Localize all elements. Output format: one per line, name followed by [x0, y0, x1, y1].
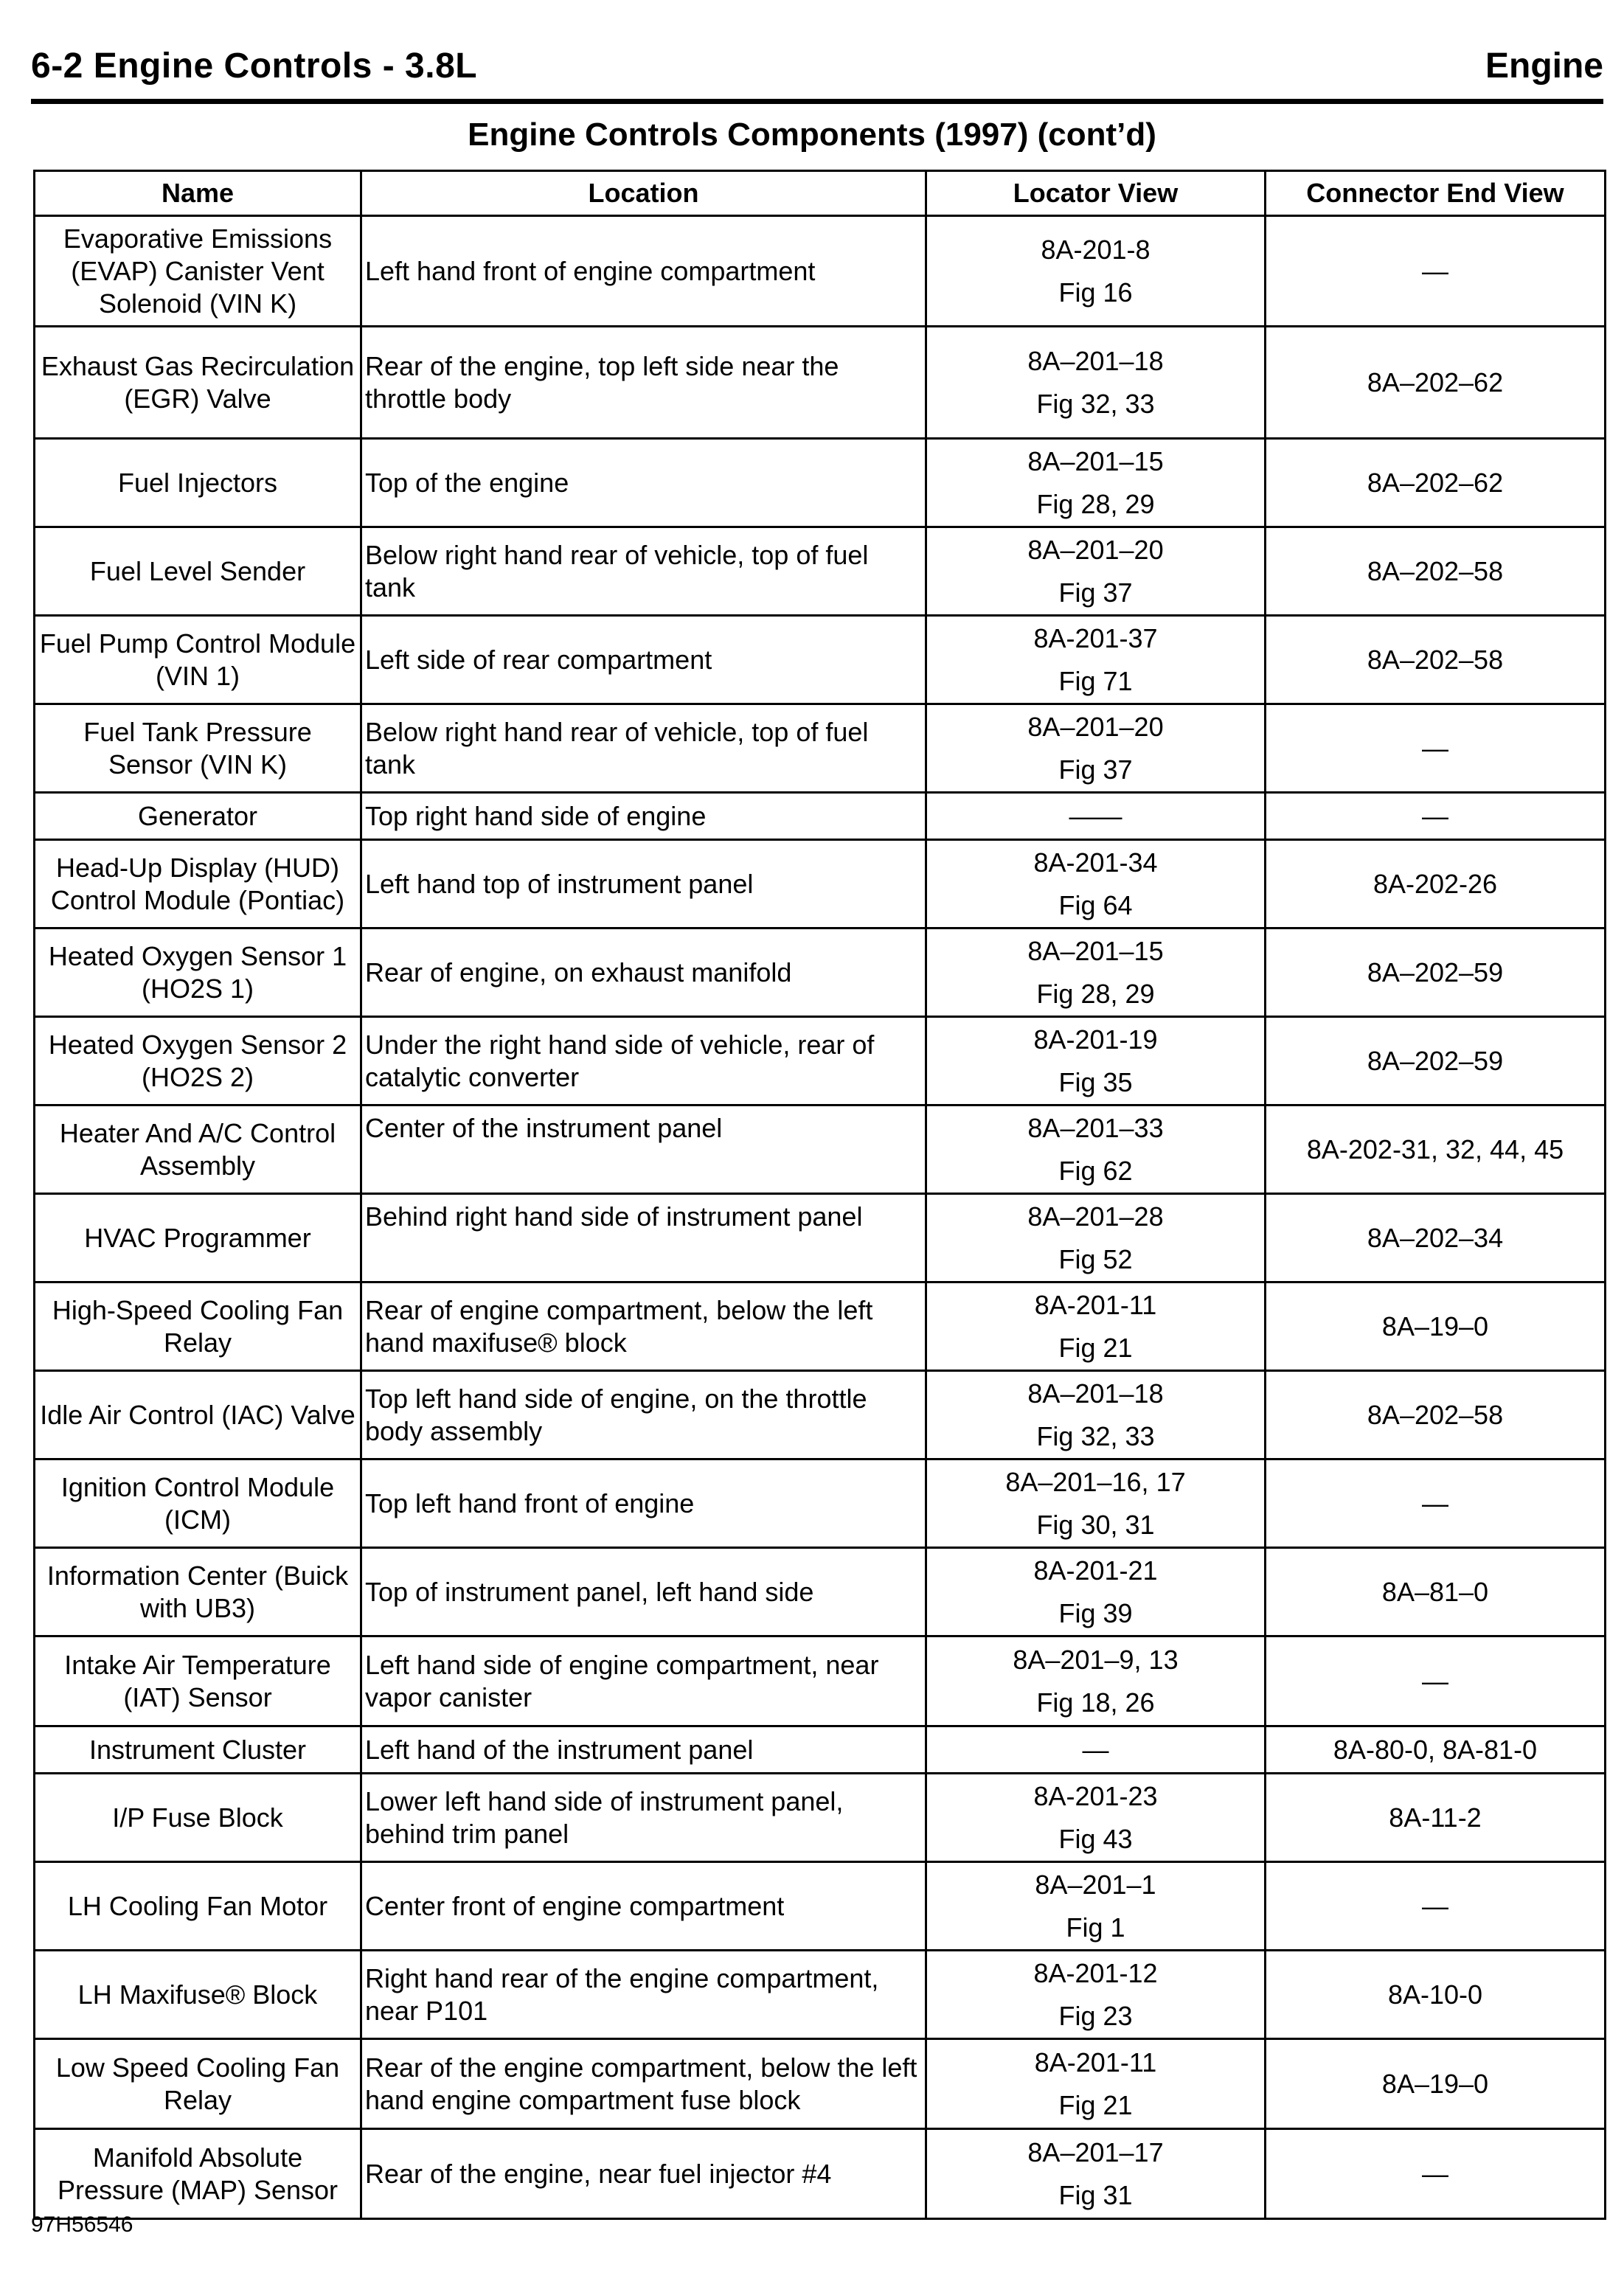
table-row — [35, 1951, 1606, 2039]
table-row — [35, 1636, 1606, 1726]
locator-view — [926, 1105, 1266, 1194]
locator-view-figure: Fig 39 — [1058, 1597, 1133, 1628]
component-name: Intake Air Temperature (IAT) Sensor — [35, 1636, 361, 1726]
table-row — [35, 1774, 1606, 1862]
component-name: Generator — [35, 793, 361, 840]
component-location: Right hand rear of the engine compartment, near P101 — [361, 1951, 926, 2039]
component-location: Below right hand rear of vehicle, top of fuel tank — [361, 527, 926, 616]
component-name: Idle Air Control (IAC) Valve — [35, 1371, 361, 1459]
component-location: Under the right hand side of vehicle, rear of catalytic converter — [361, 1017, 926, 1105]
locator-view-figure: Fig 32, 33 — [1036, 1420, 1155, 1451]
connector-end-view: 8A-202-31, 32, 44, 45 — [1266, 1105, 1606, 1194]
table-header-row — [35, 171, 1606, 216]
connector-end-view: — — [1266, 793, 1606, 840]
connector-end-view: — — [1266, 1636, 1606, 1726]
component-name: Ignition Control Module (ICM) — [35, 1459, 361, 1548]
component-name: Instrument Cluster — [35, 1726, 361, 1774]
component-name: Heater And A/C Control Assembly — [35, 1105, 361, 1194]
locator-view-figure: Fig 28, 29 — [1036, 978, 1155, 1009]
locator-view — [926, 327, 1266, 439]
table-row — [35, 1105, 1606, 1194]
table-row — [35, 1459, 1606, 1548]
locator-view-page: 8A–201–17 — [1027, 2137, 1164, 2167]
connector-end-view: — — [1266, 1459, 1606, 1548]
connector-end-view: 8A–202–58 — [1266, 1371, 1606, 1459]
section-title: 6-2 Engine Controls - 3.8L — [31, 46, 478, 86]
table-row — [35, 1862, 1606, 1951]
locator-view — [926, 1459, 1266, 1548]
section-category: Engine — [1485, 46, 1603, 86]
locator-view-page: 8A–201–33 — [1027, 1112, 1164, 1143]
table-row — [35, 1548, 1606, 1636]
locator-view — [926, 216, 1266, 327]
component-location: Center front of engine compartment — [361, 1862, 926, 1951]
table-row — [35, 704, 1606, 793]
table-row — [35, 1282, 1606, 1371]
locator-view-page: 8A-201-34 — [1033, 847, 1158, 878]
component-name: Manifold Absolute Pressure (MAP) Sensor — [35, 2129, 361, 2219]
figure-id: 97H56546 — [31, 2212, 133, 2237]
locator-view-figure: Fig 21 — [1058, 2089, 1133, 2120]
locator-view-page: 8A–201–15 — [1027, 445, 1164, 476]
component-location: Lower left hand side of instrument panel, behind trim panel — [361, 1774, 926, 1862]
locator-view-figure: Fig 32, 33 — [1036, 388, 1155, 419]
locator-view — [926, 1636, 1266, 1726]
component-name: High-Speed Cooling Fan Relay — [35, 1282, 361, 1371]
connector-end-view: 8A–202–34 — [1266, 1194, 1606, 1282]
column-header-locator-view: Locator View — [926, 171, 1266, 216]
component-location: Top left hand front of engine — [361, 1459, 926, 1548]
component-location: Top of instrument panel, left hand side — [361, 1548, 926, 1636]
component-location: Left side of rear compartment — [361, 616, 926, 704]
locator-view-figure: Fig 64 — [1058, 889, 1133, 920]
locator-view — [926, 1017, 1266, 1105]
locator-view-page: 8A–201–28 — [1027, 1201, 1164, 1232]
table-row — [35, 439, 1606, 527]
locator-view-page: 8A–201–20 — [1027, 534, 1164, 565]
connector-end-view: 8A–81–0 — [1266, 1548, 1606, 1636]
locator-view — [926, 616, 1266, 704]
component-location: Left hand of the instrument panel — [361, 1726, 926, 1774]
locator-view-page: 8A–201–18 — [1027, 345, 1164, 376]
locator-view — [926, 439, 1266, 527]
locator-view-page: 8A–201–18 — [1027, 1378, 1164, 1409]
locator-view-figure: Fig 1 — [1066, 1912, 1125, 1943]
table-row — [35, 616, 1606, 704]
column-header-location: Location — [361, 171, 926, 216]
component-location: Top right hand side of engine — [361, 793, 926, 840]
locator-view-figure: Fig 71 — [1058, 665, 1133, 696]
component-location: Center of the instrument panel — [361, 1105, 926, 1194]
locator-view-page: 8A–201–20 — [1027, 711, 1164, 742]
component-location: Rear of the engine, top left side near the throttle body — [361, 327, 926, 439]
connector-end-view: 8A–202–59 — [1266, 928, 1606, 1017]
table-title: Engine Controls Components (1997) (cont’d) — [468, 117, 1156, 153]
connector-end-view: 8A–19–0 — [1266, 1282, 1606, 1371]
component-location: Rear of the engine compartment, below the left hand engine compartment fuse block — [361, 2039, 926, 2129]
locator-view-page: 8A-201-11 — [1034, 1289, 1157, 1320]
connector-end-view: 8A-10-0 — [1266, 1951, 1606, 2039]
table-row — [35, 327, 1606, 439]
connector-end-view: 8A–202–58 — [1266, 527, 1606, 616]
component-name: LH Cooling Fan Motor — [35, 1862, 361, 1951]
component-name: I/P Fuse Block — [35, 1774, 361, 1862]
table-row — [35, 928, 1606, 1017]
locator-view-page: 8A–201–1 — [1035, 1869, 1156, 1900]
components-table — [33, 170, 1606, 2220]
locator-view — [926, 1371, 1266, 1459]
locator-view — [926, 1194, 1266, 1282]
component-name: Evaporative Emissions (EVAP) Canister Vent Solenoid (VIN K) — [35, 216, 361, 327]
connector-end-view: 8A–202–58 — [1266, 616, 1606, 704]
component-location: Left hand side of engine compartment, near vapor canister — [361, 1636, 926, 1726]
locator-view-figure: Fig 30, 31 — [1036, 1509, 1155, 1540]
table-row — [35, 793, 1606, 840]
locator-view-figure: Fig 21 — [1058, 1332, 1133, 1363]
locator-view — [926, 928, 1266, 1017]
component-name: Fuel Level Sender — [35, 527, 361, 616]
component-location: Left hand front of engine compartment — [361, 216, 926, 327]
locator-view-page: 8A-201-11 — [1034, 2047, 1157, 2078]
locator-view — [926, 1548, 1266, 1636]
table-body — [35, 216, 1606, 2219]
component-name: Heated Oxygen Sensor 2 (HO2S 2) — [35, 1017, 361, 1105]
component-location: Behind right hand side of instrument panel — [361, 1194, 926, 1282]
connector-end-view: 8A-80-0, 8A-81-0 — [1266, 1726, 1606, 1774]
locator-view-figure: Fig 52 — [1058, 1243, 1133, 1274]
table-row — [35, 1194, 1606, 1282]
component-location: Rear of the engine, near fuel injector #4 — [361, 2129, 926, 2219]
locator-view — [926, 840, 1266, 928]
table-row — [35, 527, 1606, 616]
table-row — [35, 2039, 1606, 2129]
connector-end-view: — — [1266, 704, 1606, 793]
locator-view-page: 8A–201–15 — [1027, 935, 1164, 966]
locator-view — [926, 1774, 1266, 1862]
locator-view-page: — — [1082, 1734, 1109, 1765]
locator-view-figure: Fig 35 — [1058, 1066, 1133, 1097]
locator-view — [926, 2039, 1266, 2129]
connector-end-view: — — [1266, 216, 1606, 327]
column-header-name: Name — [35, 171, 361, 216]
locator-view-figure: Fig 16 — [1058, 277, 1133, 308]
locator-view-figure: Fig 37 — [1058, 577, 1133, 608]
component-name: Fuel Pump Control Module (VIN 1) — [35, 616, 361, 704]
table-row — [35, 1017, 1606, 1105]
component-name: Fuel Injectors — [35, 439, 361, 527]
connector-end-view: 8A–202–59 — [1266, 1017, 1606, 1105]
locator-view-page: 8A–201–16, 17 — [1005, 1466, 1186, 1497]
locator-view-figure: Fig 18, 26 — [1036, 1687, 1155, 1718]
table-row — [35, 1371, 1606, 1459]
component-location: Left hand top of instrument panel — [361, 840, 926, 928]
component-name: Head-Up Display (HUD) Control Module (Pontiac) — [35, 840, 361, 928]
locator-view — [926, 1726, 1266, 1774]
table-row — [35, 216, 1606, 327]
component-location: Top left hand side of engine, on the throttle body assembly — [361, 1371, 926, 1459]
component-location: Top of the engine — [361, 439, 926, 527]
component-location: Rear of engine compartment, below the left hand maxifuse® block — [361, 1282, 926, 1371]
connector-end-view: 8A-11-2 — [1266, 1774, 1606, 1862]
locator-view — [926, 1951, 1266, 2039]
locator-view-figure: Fig 62 — [1058, 1155, 1133, 1186]
column-header-connector-end-view: Connector End View — [1266, 171, 1606, 216]
locator-view-page: 8A–201–9, 13 — [1013, 1644, 1179, 1675]
component-name: HVAC Programmer — [35, 1194, 361, 1282]
locator-view-page: 8A-201-19 — [1033, 1024, 1158, 1055]
locator-view-page: 8A-201-23 — [1033, 1780, 1158, 1811]
table-row — [35, 2129, 1606, 2219]
locator-view-page: 8A-201-21 — [1033, 1555, 1158, 1586]
locator-view-page: 8A-201-12 — [1033, 1957, 1158, 1988]
locator-view — [926, 1862, 1266, 1951]
locator-view — [926, 527, 1266, 616]
connector-end-view: 8A–202–62 — [1266, 327, 1606, 439]
component-name: Low Speed Cooling Fan Relay — [35, 2039, 361, 2129]
component-name: Exhaust Gas Recirculation (EGR) Valve — [35, 327, 361, 439]
locator-view-page: 8A-201-8 — [1041, 234, 1151, 265]
locator-view-figure: Fig 28, 29 — [1036, 488, 1155, 519]
component-name: Fuel Tank Pressure Sensor (VIN K) — [35, 704, 361, 793]
component-name: Heated Oxygen Sensor 1 (HO2S 1) — [35, 928, 361, 1017]
connector-end-view: — — [1266, 1862, 1606, 1951]
locator-view-figure: Fig 31 — [1058, 2179, 1133, 2210]
locator-view — [926, 704, 1266, 793]
page-header — [31, 46, 1603, 104]
locator-view-page: 8A-201-37 — [1033, 622, 1158, 653]
table-row — [35, 1726, 1606, 1774]
locator-view — [926, 793, 1266, 840]
locator-view-figure: Fig 43 — [1058, 1823, 1133, 1854]
locator-view — [926, 1282, 1266, 1371]
locator-view — [926, 2129, 1266, 2219]
locator-view-figure: Fig 23 — [1058, 2000, 1133, 2031]
locator-view-figure: Fig 37 — [1058, 754, 1133, 785]
component-name: Information Center (Buick with UB3) — [35, 1548, 361, 1636]
table-row — [35, 840, 1606, 928]
component-name: LH Maxifuse® Block — [35, 1951, 361, 2039]
component-location: Rear of engine, on exhaust manifold — [361, 928, 926, 1017]
component-location: Below right hand rear of vehicle, top of fuel tank — [361, 704, 926, 793]
connector-end-view: 8A–202–62 — [1266, 439, 1606, 527]
connector-end-view: 8A-202-26 — [1266, 840, 1606, 928]
connector-end-view: — — [1266, 2129, 1606, 2219]
connector-end-view: 8A–19–0 — [1266, 2039, 1606, 2129]
locator-view-page: —— — [1069, 800, 1122, 831]
